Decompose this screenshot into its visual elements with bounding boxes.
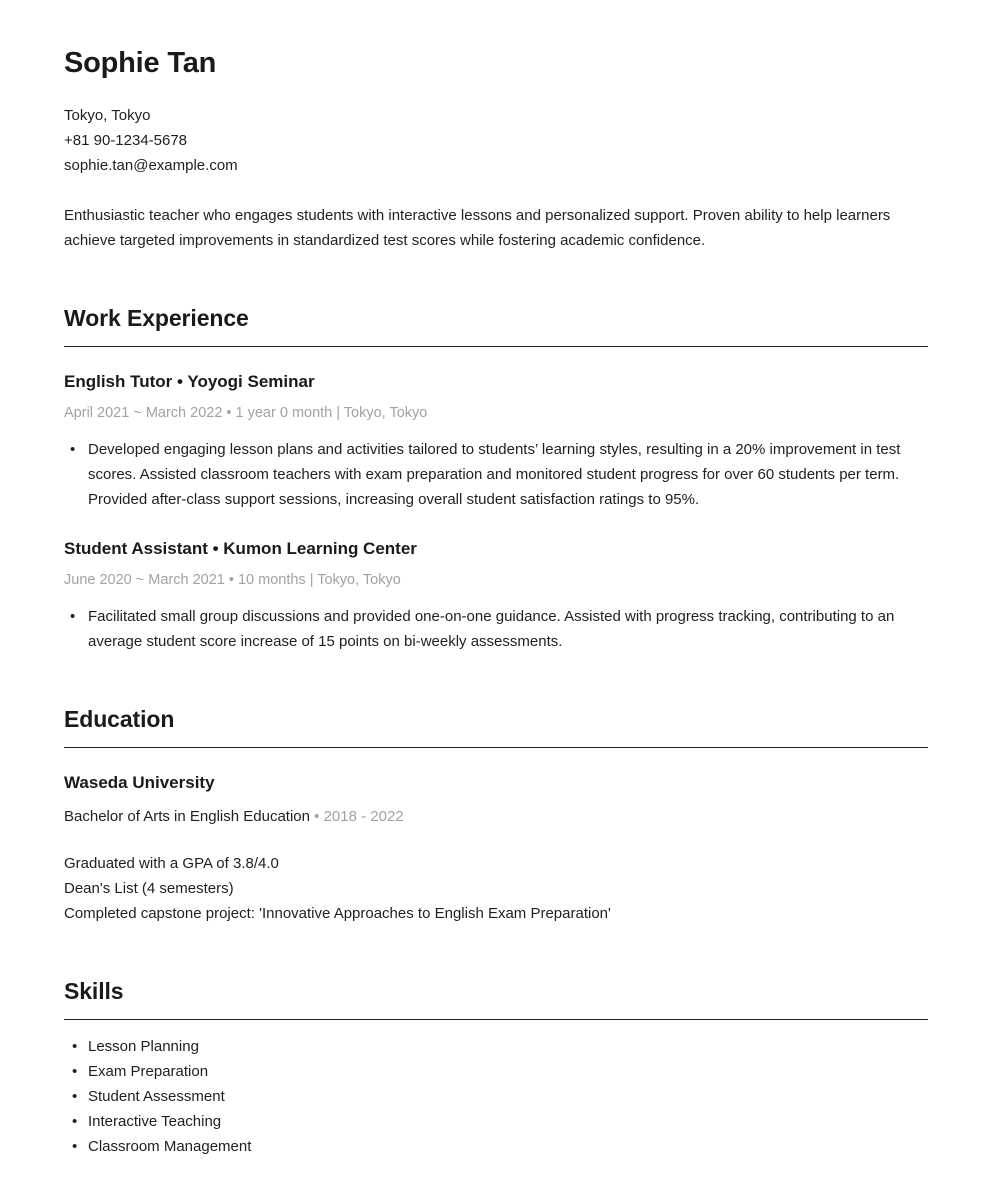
work-entry [64,538,928,654]
education-entry [64,772,928,925]
section-divider [64,747,928,748]
professional-summary: Enthusiastic teacher who engages students with interactive lessons and personalized support. Proven ability to help learners achieve targeted improvements in standardized test scores while fostering academic confidence. [64,206,891,249]
list-item: • Classroom Management [64,1134,928,1159]
education-detail-line: Completed capstone project: 'Innovative Approaches to English Exam Preparation' [64,904,611,922]
contact-location: Tokyo, Tokyo [64,106,151,124]
candidate-name: Sophie Tan [64,47,217,79]
contact-email: sophie.tan@example.com [64,156,238,174]
education-degree: Bachelor of Arts in English Education [64,808,310,826]
contact-phone: +81 90-1234-5678 [64,131,188,149]
work-entry-bullets [64,437,928,512]
section-title-education: Education [64,705,175,732]
resume-header [64,46,928,253]
list-item: • Interactive Teaching [64,1109,928,1134]
work-entry-title: English Tutor • Yoyogi Seminar [64,372,315,392]
work-entry-bullets [64,604,928,654]
work-entry-meta: April 2021 ~ March 2022 • 1 year 0 month | Tokyo, Tokyo [64,405,428,422]
education-details [64,851,928,926]
work-entry-meta: June 2020 ~ March 2021 • 10 months | Tokyo, Tokyo [64,572,401,589]
list-item: • Developed engaging lesson plans and activities tailored to students’ learning styles, resulting in a 20% improvement in test scores. Assisted classroom teachers with exam preparation and monitored student progress for over 60 students per term. Provided after-class support sessions, increasing overall student satisfaction ratings to 95%. [64,437,928,512]
work-entry [64,371,928,512]
list-item: • Lesson Planning [64,1034,928,1059]
list-item: • Student Assessment [64,1084,928,1109]
section-title-work-experience: Work Experience [64,304,249,331]
education-degree-line [64,806,928,829]
section-title-skills: Skills [64,977,124,1004]
skills-list [64,1034,928,1159]
education-dates: • 2018 - 2022 [314,808,404,826]
list-item: • Exam Preparation [64,1059,928,1084]
section-education [64,706,928,926]
section-divider [64,1019,928,1020]
section-work-experience [64,305,928,654]
list-item: • Facilitated small group discussions and provided one-on-one guidance. Assisted with progress tracking, contributing to an average student score increase of 15 points on bi-weekly assessments. [64,604,928,654]
section-skills [64,978,928,1160]
education-school: Waseda University [64,773,215,793]
education-detail-line: Dean's List (4 semesters) [64,879,234,897]
work-entry-title: Student Assistant • Kumon Learning Center [64,539,417,559]
education-detail-line: Graduated with a GPA of 3.8/4.0 [64,854,279,872]
section-divider [64,346,928,347]
